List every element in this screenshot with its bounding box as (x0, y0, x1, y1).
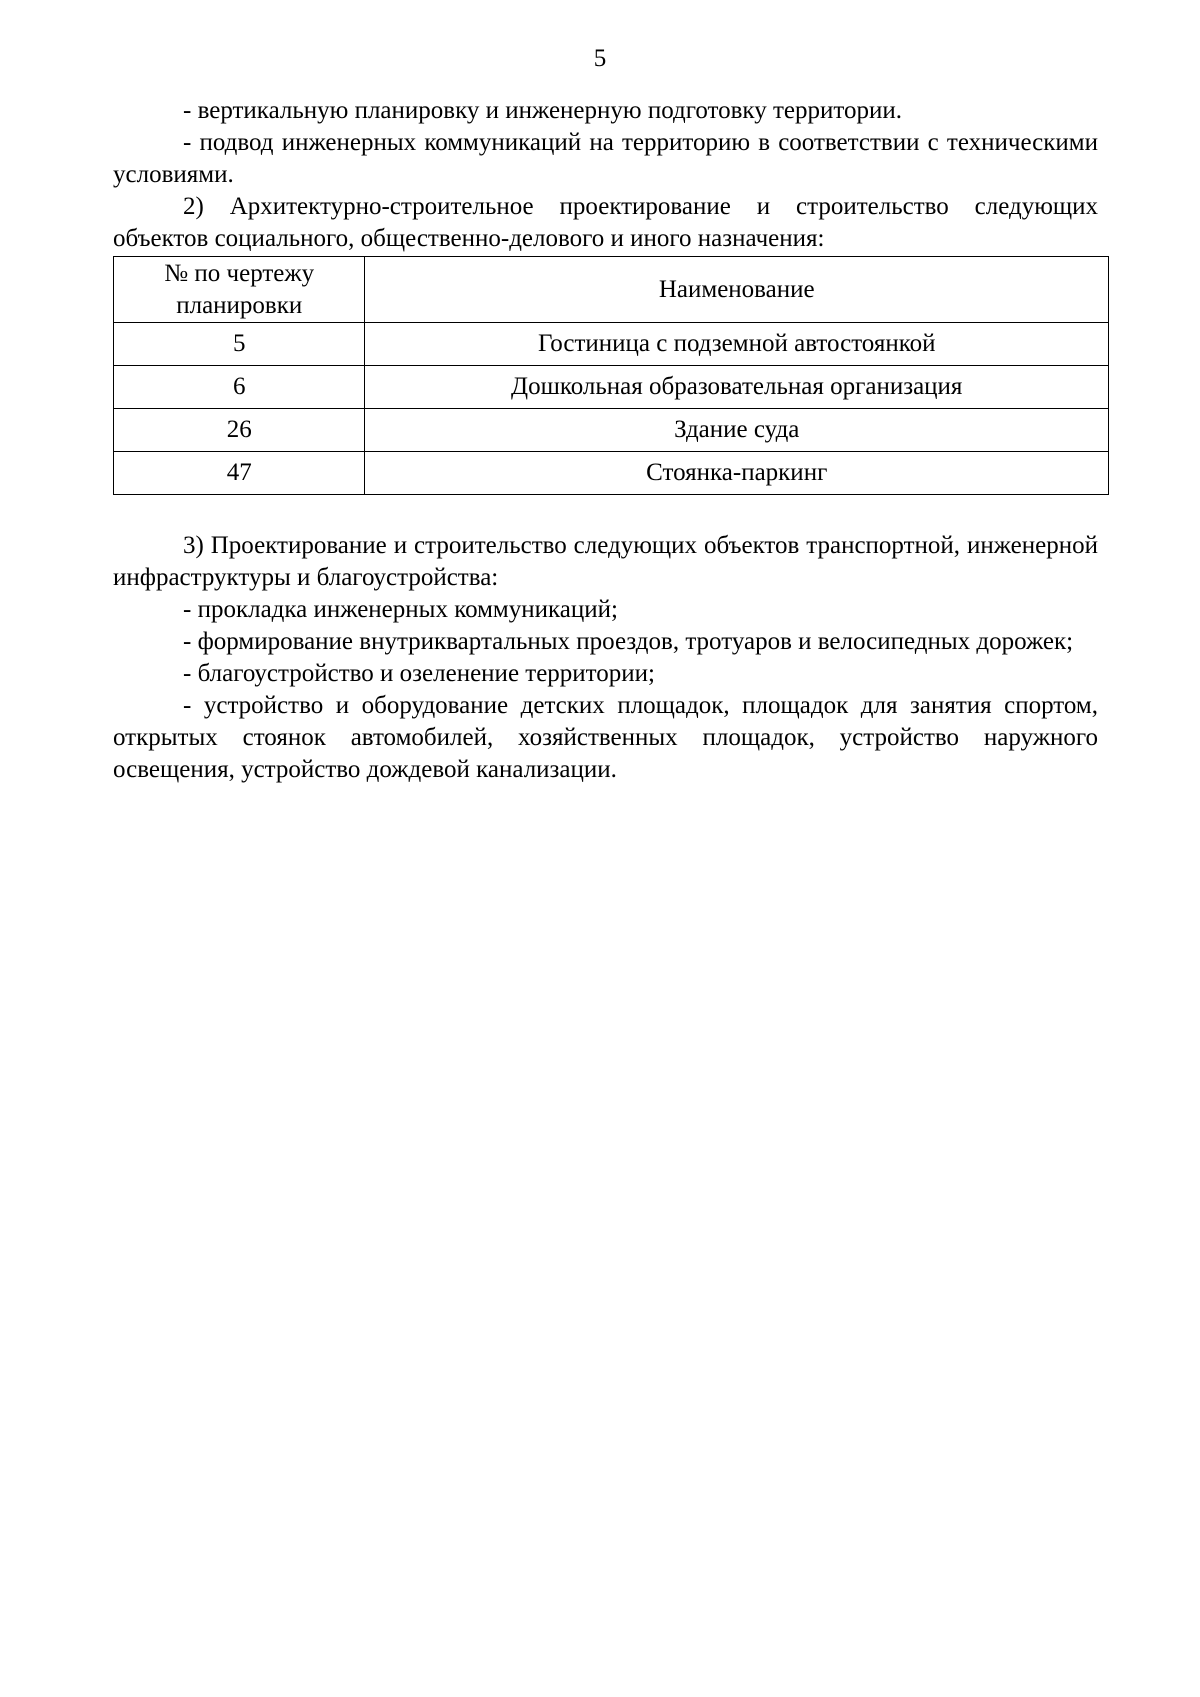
paragraph-playgrounds-facilities: - устройство и оборудование детских площадок, площадок для занятия спортом, открытых стоянок автомобилей, хозяйственных площадок, устройство наружного освещения, устройство дождевой канализации. (113, 692, 1098, 783)
header-drawing-number: № по чертежу планировки (114, 257, 365, 323)
paragraph-section-2-heading: 2) Архитектурно-строительное проектирование и строительство следующих объектов социального, общественно-делового и иного назначения: (113, 193, 1098, 252)
cell-object-name: Дошкольная образовательная организация (365, 366, 1109, 409)
paragraph-utility-lines: - прокладка инженерных коммуникаций; (183, 596, 618, 623)
paragraph-vertical-planning: - вертикальную планировку и инженерную подготовку территории. (183, 97, 902, 124)
cell-drawing-number: 47 (114, 452, 365, 495)
page-number: 5 (593, 45, 607, 72)
cell-object-name: Гостиница с подземной автостоянкой (365, 323, 1109, 366)
table-header-row (114, 257, 1109, 323)
paragraph-utilities-connection: - подвод инженерных коммуникаций на территорию в соответствии с техническими условиями. (113, 129, 1098, 188)
table-row (114, 452, 1109, 495)
cell-object-name: Здание суда (365, 409, 1109, 452)
cell-drawing-number: 5 (114, 323, 365, 366)
cell-drawing-number: 26 (114, 409, 365, 452)
document-body (113, 95, 1098, 786)
paragraph-driveways-sidewalks: - формирование внутриквартальных проездов, тротуаров и велосипедных дорожек; (183, 628, 1074, 655)
table-row (114, 323, 1109, 366)
cell-drawing-number: 6 (114, 366, 365, 409)
paragraph-landscaping: - благоустройство и озеленение территории; (183, 660, 655, 687)
objects-table (113, 256, 1109, 495)
cell-object-name: Стоянка-паркинг (365, 452, 1109, 495)
header-name: Наименование (365, 257, 1109, 323)
paragraph-section-3-heading: 3) Проектирование и строительство следующих объектов транспортной, инженерной инфраструктуры и благоустройства: (113, 532, 1098, 591)
table-row (114, 366, 1109, 409)
section-spacer (113, 495, 1098, 530)
table-row (114, 409, 1109, 452)
